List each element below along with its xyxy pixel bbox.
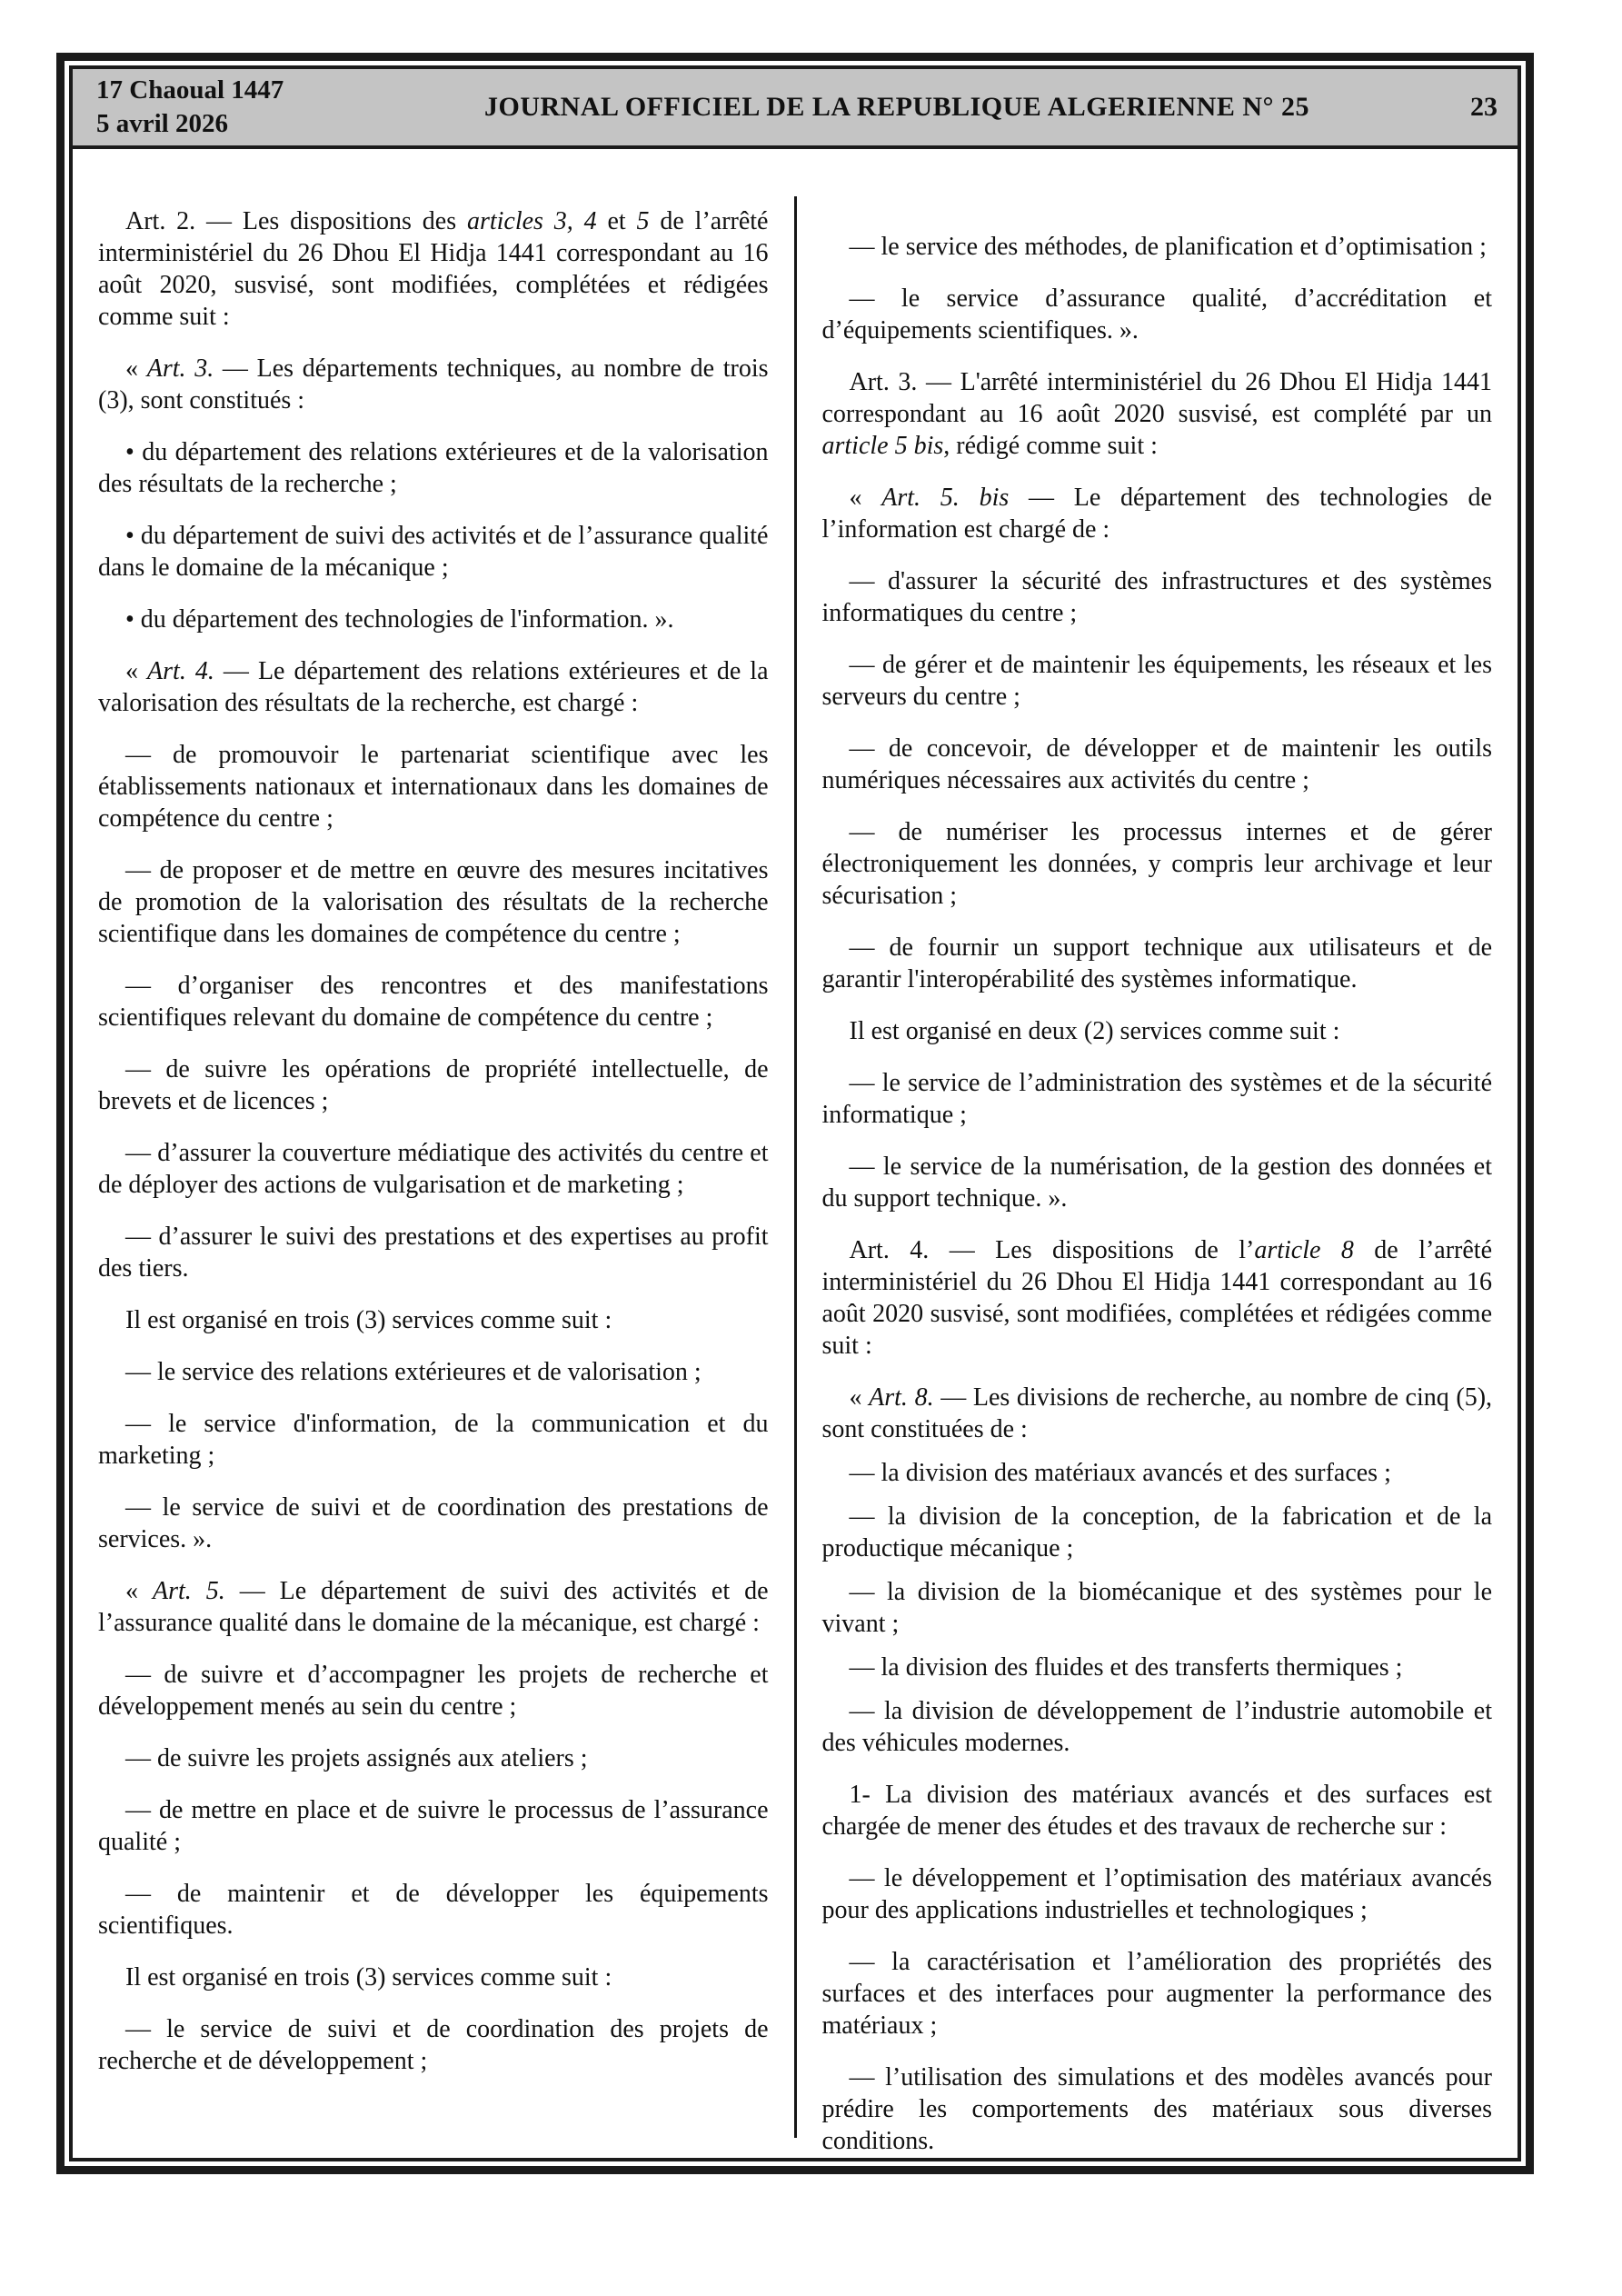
journal-title: JOURNAL OFFICIEL DE LA REPUBLIQUE ALGERIENNE N° 25 (484, 92, 1309, 122)
paragraph: — la caractérisation et l’amélioration des propriétés des surfaces et des interfaces pour augmenter la performance des matériaux ; (821, 1948, 1492, 2040)
paragraph: — de proposer et de mettre en œuvre des mesures incitatives de promotion de la valorisation des résultats de la recherche scientifique dans les domaines de compétence du centre ; (98, 856, 769, 948)
paragraph: — de gérer et de maintenir les équipements, les réseaux et les serveurs du centre ; (821, 651, 1492, 711)
paragraph: Art. 4. — Les dispositions de l’article 8 de l’arrêté interministériel du 26 Dhou El Hidja 1441 correspondant au 16 août 2020 susvisé, sont modifiées, complétées et rédigées comme suit : (821, 1236, 1493, 1360)
column-left (73, 149, 794, 2158)
paragraph: Il est organisé en trois (3) services comme suit : (125, 1963, 612, 1992)
date-gregorian: 5 avril 2026 (96, 109, 228, 138)
paragraph: — d’assurer le suivi des prestations et des expertises au profit des tiers. (98, 1223, 769, 1283)
paragraph: — la division de développement de l’industrie automobile et des véhicules modernes. (821, 1697, 1492, 1757)
header-dates (96, 74, 369, 141)
paragraph: • du département de suivi des activités et de l’assurance qualité dans le domaine de la mécanique ; (98, 522, 769, 582)
paragraph: — la division de la conception, de la fabrication et de la productique mécanique ; (821, 1502, 1492, 1562)
paragraph: — de suivre et d’accompagner les projets de recherche et développement menés au sein du centre ; (98, 1661, 769, 1721)
paragraph: Art. 2. — Les dispositions des articles 3, 4 et 5 de l’arrêté interministériel du 26 Dhou El Hidja 1441 correspondant au 16 août 2020, susvisé, sont modifiées, complétées et rédigées comme suit : (98, 207, 769, 331)
paragraph: — la division des matériaux avancés et des surfaces ; (849, 1459, 1391, 1487)
paragraph: Art. 3. — L'arrêté interministériel du 26 Dhou El Hidja 1441 correspondant au 16 août 2020 susvisé, est complété par un article 5 bis, rédigé comme suit : (821, 368, 1492, 460)
paragraph: — de suivre les projets assignés aux ateliers ; (125, 1744, 588, 1772)
page-inner-frame (69, 65, 1521, 2161)
paragraph: — le service d'information, de la communication et du marketing ; (98, 1410, 769, 1470)
page-header (73, 69, 1518, 149)
paragraph: — le service de suivi et de coordination des prestations de services. ». (98, 1493, 769, 1553)
page-frame (56, 53, 1534, 2174)
paragraph: « Art. 4. — Le département des relations extérieures et de la valorisation des résultats de la recherche, est chargé : (98, 657, 769, 717)
paragraph: — d’assurer la couverture médiatique des activités du centre et de déployer des actions de vulgarisation et de marketing ; (98, 1139, 769, 1199)
paragraph: — de suivre les opérations de propriété intellectuelle, de brevets et de licences ; (98, 1055, 769, 1115)
paragraph: — le service de la numérisation, de la gestion des données et du support technique. ». (821, 1153, 1492, 1213)
paragraph: — le service de l’administration des systèmes et de la sécurité informatique ; (821, 1069, 1492, 1129)
paragraph: — de maintenir et de développer les équipements scientifiques. (98, 1880, 769, 1940)
paragraph: — le service des méthodes, de planification et d’optimisation ; (849, 233, 1487, 261)
paragraph: — d’organiser des rencontres et des manifestations scientifiques relevant du domaine de compétence du centre ; (98, 972, 769, 1032)
paragraph: — le service des relations extérieures et de valorisation ; (125, 1358, 702, 1386)
paragraph: « Art. 5. bis — Le département des technologies de l’information est chargé de : (821, 484, 1492, 544)
paragraph: « Art. 5. — Le département de suivi des activités et de l’assurance qualité dans le domaine de la mécanique, est chargé : (98, 1577, 769, 1637)
page-body (73, 149, 1518, 2158)
paragraph: « Art. 3. — Les départements techniques, au nombre de trois (3), sont constitués : (98, 354, 769, 414)
paragraph: « Art. 8. — Les divisions de recherche, au nombre de cinq (5), sont constituées de : (821, 1383, 1493, 1443)
date-hijri: 17 Chaoual 1447 (96, 75, 284, 105)
paragraph: • du département des technologies de l'information. ». (125, 605, 674, 634)
page-number: 23 (1470, 92, 1498, 122)
paragraph: • du département des relations extérieures et de la valorisation des résultats de la recherche ; (98, 438, 769, 498)
paragraph: Il est organisé en deux (2) services comme suit : (849, 1017, 1340, 1045)
paragraph: — de concevoir, de développer et de maintenir les outils numériques nécessaires aux activités du centre ; (821, 734, 1492, 794)
paragraph: — le développement et l’optimisation des matériaux avancés pour des applications industrielles et technologiques ; (821, 1864, 1492, 1924)
paragraph: — le service de suivi et de coordination des projets de recherche et de développement ; (98, 2015, 769, 2075)
paragraph: — de promouvoir le partenariat scientifique avec les établissements nationaux et internationaux dans les domaines de compétence du centre ; (98, 741, 769, 833)
paragraph: — de fournir un support technique aux utilisateurs et de garantir l'interopérabilité des systèmes informatique. (821, 933, 1492, 993)
paragraph: — la division des fluides et des transferts thermiques ; (849, 1653, 1403, 1682)
column-right (797, 149, 1518, 2158)
paragraph: 1- La division des matériaux avancés et des surfaces est chargée de mener des études et des travaux de recherche sur : (821, 1781, 1492, 1841)
paragraph: — l’utilisation des simulations et des modèles avancés pour prédire les comportements des matériaux sous diverses conditions. (821, 2063, 1492, 2155)
paragraph: Il est organisé en trois (3) services comme suit : (125, 1306, 612, 1334)
paragraph: — le service d’assurance qualité, d’accréditation et d’équipements scientifiques. ». (821, 285, 1492, 344)
paragraph: — de numériser les processus internes et de gérer électroniquement les données, y compris leur archivage et leur sécurisation ; (821, 818, 1492, 910)
paragraph: — de mettre en place et de suivre le processus de l’assurance qualité ; (98, 1796, 769, 1856)
paragraph: — d'assurer la sécurité des infrastructures et des systèmes informatiques du centre ; (821, 567, 1492, 627)
paragraph: — la division de la biomécanique et des systèmes pour le vivant ; (821, 1578, 1492, 1638)
